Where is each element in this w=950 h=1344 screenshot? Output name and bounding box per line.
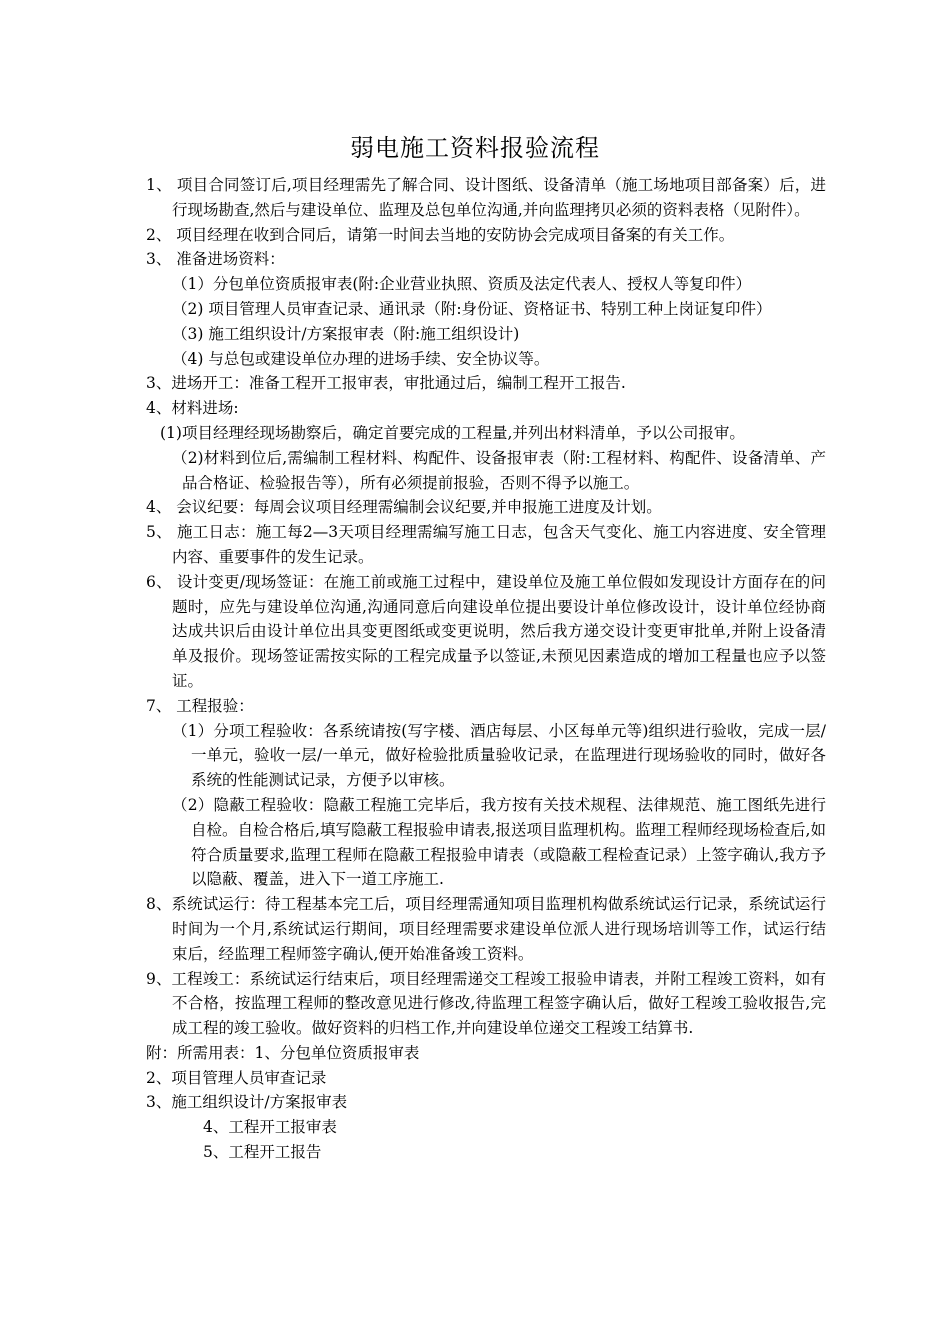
- sub-item-3-4: （4) 与总包或建设单位办理的进场手续、安全协议等。: [172, 349, 550, 368]
- paragraph-construction-log: 5、 施工日志：施工每2—3天项目经理需编写施工日志，包含天气变化、施工内容进度、安全管理内容、重要事件的发生记录。: [146, 523, 826, 566]
- paragraph-materials: 4、材料进场:: [146, 399, 239, 418]
- paragraph-completion: 9、工程竣工：系统试运行结束后，项目经理需递交工程竣工报验申请表，并附工程竣工资料，如有不合格，按监理工程师的整改意见进行修改,待监理工程签字确认后，做好工程竣工验收报告,完成工程的竣工验收。做好资料的归档工作,并向建设单位递交工程竣工结算书.: [146, 969, 826, 1038]
- sub-item-inspection-2: （2）隐蔽工程验收：隐蔽工程施工完毕后，我方按有关技术规程、法律规范、施工图纸先进行自检。自检合格后,填写隐蔽工程报验申请表,报送项目监理机构。监理工程师经现场检查后,如符合质量要求,监理工程师在隐蔽工程报验申请表（或隐蔽工程检查记录）上签字确认,我方予以隐蔽、覆盖，进入下一道工序施工.: [172, 795, 826, 889]
- appendix-form-4: 4、工程开工报审表: [203, 1118, 337, 1137]
- appendix-form-5: 5、工程开工报告: [203, 1143, 322, 1162]
- appendix-form-3: 3、施工组织设计/方案报审表: [146, 1093, 348, 1112]
- sub-item-3-2: （2) 项目管理人员审查记录、通讯录（附:身份证、资格证书、特别工种上岗证复印件）: [172, 299, 772, 318]
- sub-item-inspection-1: （1）分项工程验收：各系统请按(写字楼、酒店每层、小区每单元等)组织进行验收，完成一层/一单元，验收一层/一单元，做好检验批质量验收记录，在监理进行现场验收的同时，做好各系统的性能测试记录，方便予以审核。: [172, 721, 826, 790]
- paragraph-item-2: 2、 项目经理在收到合同后，请第一时间去当地的安防协会完成项目备案的有关工作。: [146, 225, 735, 244]
- sub-item-materials-2: （2)材料到位后,需编制工程材料、构配件、设备报审表（附:工程材料、构配件、设备清单、产品合格证、检验报告等），所有必须提前报验，否则不得予以施工。: [172, 448, 826, 492]
- sub-item-3-1: （1）分包单位资质报审表(附:企业营业执照、资质及法定代表人、授权人等复印件）: [172, 275, 752, 294]
- paragraph-meeting-minutes: 4、 会议纪要：每周会议项目经理需编制会议纪要,并申报施工进度及计划。: [146, 498, 662, 517]
- paragraph-trial-run: 8、系统试运行：待工程基本完工后，项目经理需通知项目监理机构做系统试运行记录，系统试运行时间为一个月,系统试运行期间，项目经理需要求建设单位派人进行现场培训等工作，试运行结束后，经监理工程师签字确认,便开始准备竣工资料。: [146, 895, 826, 963]
- document-title: 弱电施工资料报验流程: [350, 134, 600, 162]
- appendix-form-2: 2、项目管理人员审查记录: [146, 1068, 327, 1087]
- appendix-forms: 附：所需用表：1、分包单位资质报审表: [146, 1043, 420, 1062]
- paragraph-inspection: 7、 工程报验：: [146, 696, 254, 715]
- sub-item-materials-1: (1)项目经理经现场勘察后，确定首要完成的工程量,并列出材料清单，予以公司报审。: [160, 423, 745, 442]
- document-body: [146, 173, 826, 1165]
- paragraph-item-3: 3、 准备进场资料：: [146, 250, 285, 269]
- paragraph-site-start: 3、进场开工：准备工程开工报审表，审批通过后，编制工程开工报告.: [146, 374, 626, 393]
- sub-item-3-3: （3) 施工组织设计/方案报审表（附:施工组织设计): [172, 324, 520, 343]
- paragraph-design-change: 6、 设计变更/现场签证：在施工前或施工过程中，建设单位及施工单位假如发现设计方面存在的问题时，应先与建设单位沟通,沟通同意后向建设单位提出要设计单位修改设计，设计单位经协商达成共识后由设计单位出具变更图纸或变更说明，然后我方递交设计变更审批单,并附上设备清单及报价。现场签证需按实际的工程完成量予以签证,未预见因素造成的增加工程量也应予以签证。: [146, 572, 826, 690]
- paragraph-item-1: 1、 项目合同签订后,项目经理需先了解合同、设计图纸、设备清单（施工场地项目部备案）后，进行现场勘查,然后与建设单位、监理及总包单位沟通,并向监理拷贝必须的资料表格（见附件）。: [146, 176, 826, 219]
